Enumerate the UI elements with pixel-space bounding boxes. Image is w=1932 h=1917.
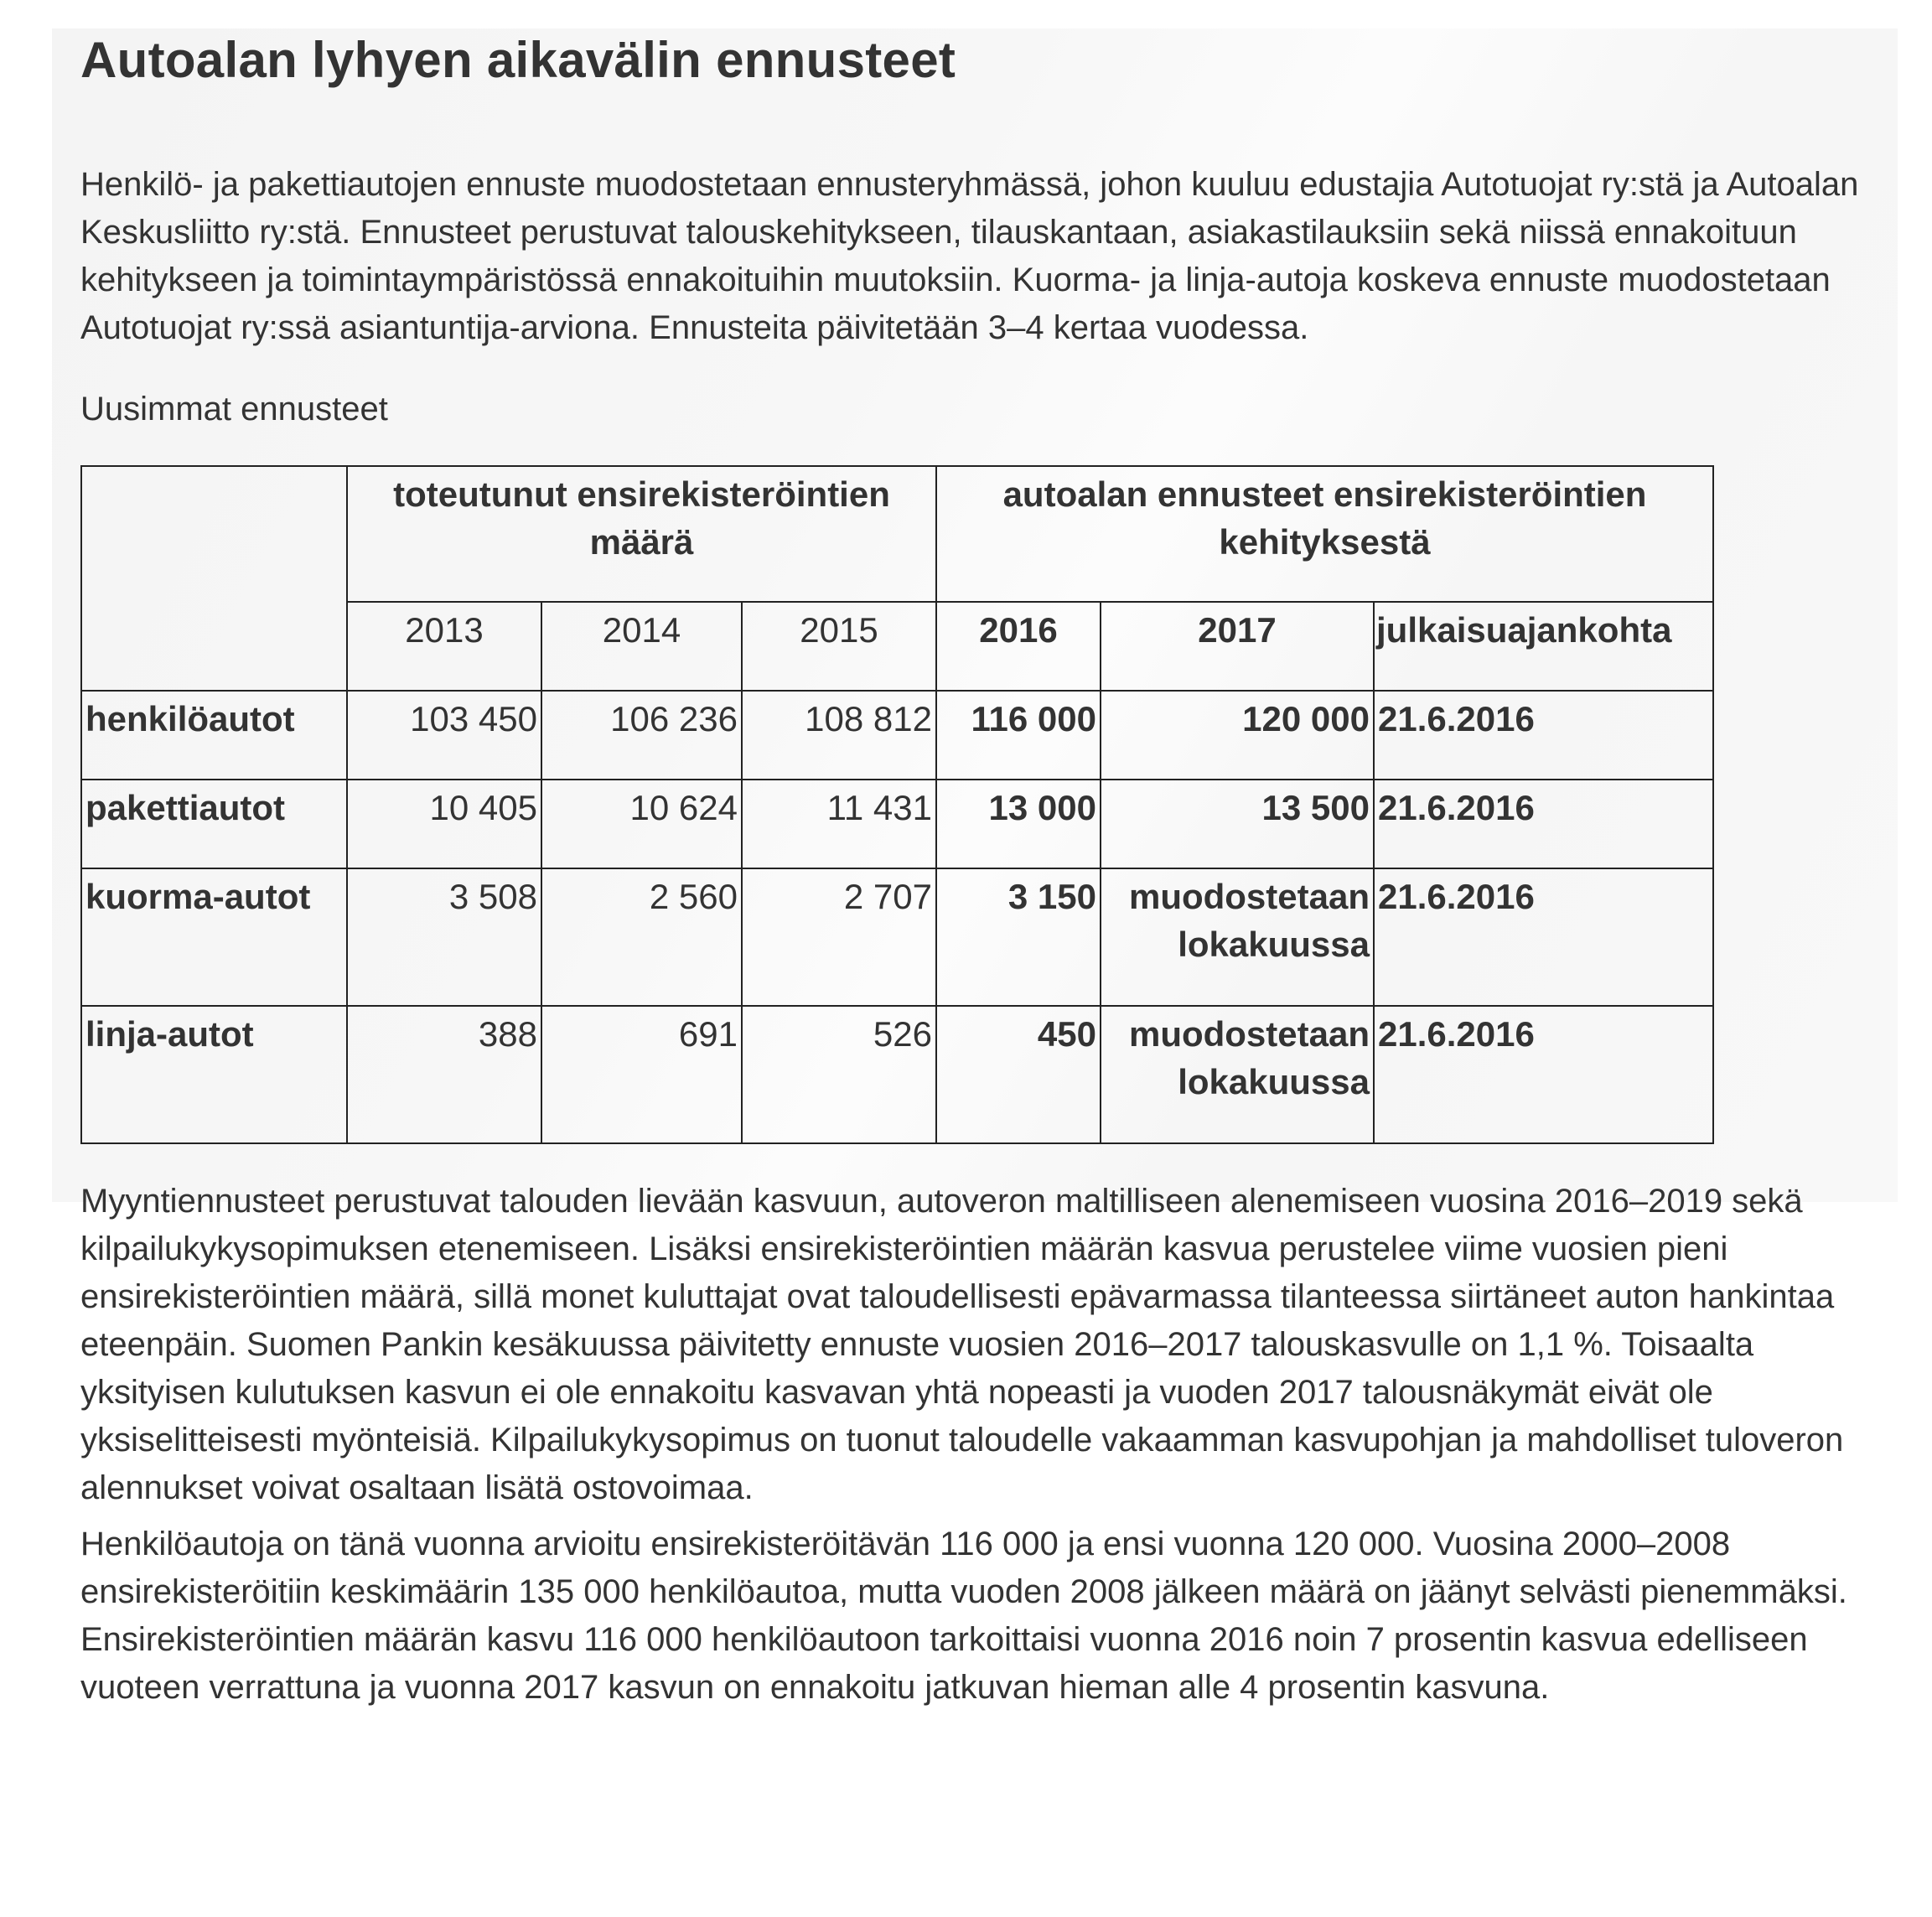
row-label: linja-autot [81, 1006, 347, 1143]
row-label: pakettiautot [81, 780, 347, 868]
header-actual-group: toteutunut ensirekisteröintien määrä [347, 466, 936, 602]
column-header-2014: 2014 [541, 602, 742, 691]
cell-publication-date: 21.6.2016 [1374, 691, 1713, 780]
article [80, 25, 1883, 1712]
cell-2016: 116 000 [936, 691, 1101, 780]
section-subheading: Uusimmat ennusteet [80, 391, 388, 427]
cell-publication-date: 21.6.2016 [1374, 868, 1713, 1006]
table-row [81, 868, 1713, 1006]
cell-2017: muodostetaan lokakuussa [1101, 868, 1374, 1006]
cell-2017: 120 000 [1101, 691, 1374, 780]
column-header-2015: 2015 [742, 602, 936, 691]
cell-2017: muodostetaan lokakuussa [1101, 1006, 1374, 1143]
cell-2015: 526 [742, 1006, 936, 1143]
cell-2016: 450 [936, 1006, 1101, 1143]
cell-2016: 3 150 [936, 868, 1101, 1006]
cell-2015: 108 812 [742, 691, 936, 780]
column-header-2016: 2016 [936, 602, 1101, 691]
cell-publication-date: 21.6.2016 [1374, 1006, 1713, 1143]
cell-2014: 106 236 [541, 691, 742, 780]
body-paragraph-2: Henkilöautoja on tänä vuonna arvioitu ensirekisteröitävän 116 000 ja ensi vuonna 120 000. Vuosina 2000–2008 ensirekisteröitiin keskimäärin 135 000 henkilöautoa, mutta vuoden 2008 jälkeen määrä on jäänyt selvästi pienemmäksi. Ensirekisteröintien määrän kasvu 116 000 henkilöautoon tarkoittaisi vuonna 2016 noin 7 prosentin kasvua edelliseen vuoteen verrattuna ja vuonna 2017 kasvun on ennakoitu jatkuvan hieman alle 4 prosentin kasvuna. [80, 1526, 1847, 1706]
header-forecast-group: autoalan ennusteet ensirekisteröintien kehityksestä [936, 466, 1713, 602]
table-row [81, 691, 1713, 780]
column-header-2013: 2013 [347, 602, 541, 691]
cell-2013: 388 [347, 1006, 541, 1143]
cell-2014: 2 560 [541, 868, 742, 1006]
cell-2013: 103 450 [347, 691, 541, 780]
row-label: kuorma-autot [81, 868, 347, 1006]
cell-2014: 10 624 [541, 780, 742, 868]
cell-2013: 10 405 [347, 780, 541, 868]
intro-paragraph: Henkilö- ja pakettiautojen ennuste muodostetaan ennusteryhmässä, johon kuuluu edustajia Autotuojat ry:stä ja Autoalan Keskusliitto ry:stä. Ennusteet perustuvat talouskehitykseen, tilauskantaan, asiakastilauksiin sekä niissä ennakoituun kehitykseen ja toimintaympäristössä ennakoituihin muutoksiin. Kuorma- ja linja-autoja koskeva ennuste muodostetaan Autotuojat ry:ssä asiantuntija-arviona. Ennusteita päivitetään 3–4 kertaa vuodessa. [80, 166, 1859, 346]
cell-2014: 691 [541, 1006, 742, 1143]
cell-2013: 3 508 [347, 868, 541, 1006]
table-row [81, 780, 1713, 868]
cell-2016: 13 000 [936, 780, 1101, 868]
row-label: henkilöautot [81, 691, 347, 780]
page-title: Autoalan lyhyen aikavälin ennusteet [80, 32, 956, 88]
cell-publication-date: 21.6.2016 [1374, 780, 1713, 868]
cell-2017: 13 500 [1101, 780, 1374, 868]
column-header-publication-date: julkaisuajankohta [1374, 602, 1713, 691]
cell-2015: 11 431 [742, 780, 936, 868]
column-header-2017: 2017 [1101, 602, 1374, 691]
cell-2015: 2 707 [742, 868, 936, 1006]
table-corner-cell [81, 466, 347, 691]
forecast-table [80, 465, 1714, 1144]
table-row [81, 1006, 1713, 1143]
body-paragraph-1: Myyntiennusteet perustuvat talouden lievään kasvuun, autoveron maltilliseen alenemiseen vuosina 2016–2019 sekä kilpailukykysopimuksen etenemiseen. Lisäksi ensirekisteröintien määrän kasvua perustelee viime vuosien pieni ensirekisteröintien määrä, sillä monet kuluttajat ovat taloudellisesti epävarmassa tilanteessa siirtäneet auton hankintaa eteenpäin. Suomen Pankin kesäkuussa päivitetty ennuste vuosien 2016–2017 talouskasvulle on 1,1 %. Toisaalta yksityisen kulutuksen kasvun ei ole ennakoitu kasvavan yhtä nopeasti ja vuoden 2017 talousnäkymät eivät ole yksiselitteisesti myönteisiä. Kilpailukykysopimus on tuonut taloudelle vakaamman kasvupohjan ja mahdolliset tuloveron alennukset voivat osaltaan lisätä ostovoimaa. [80, 1183, 1844, 1506]
